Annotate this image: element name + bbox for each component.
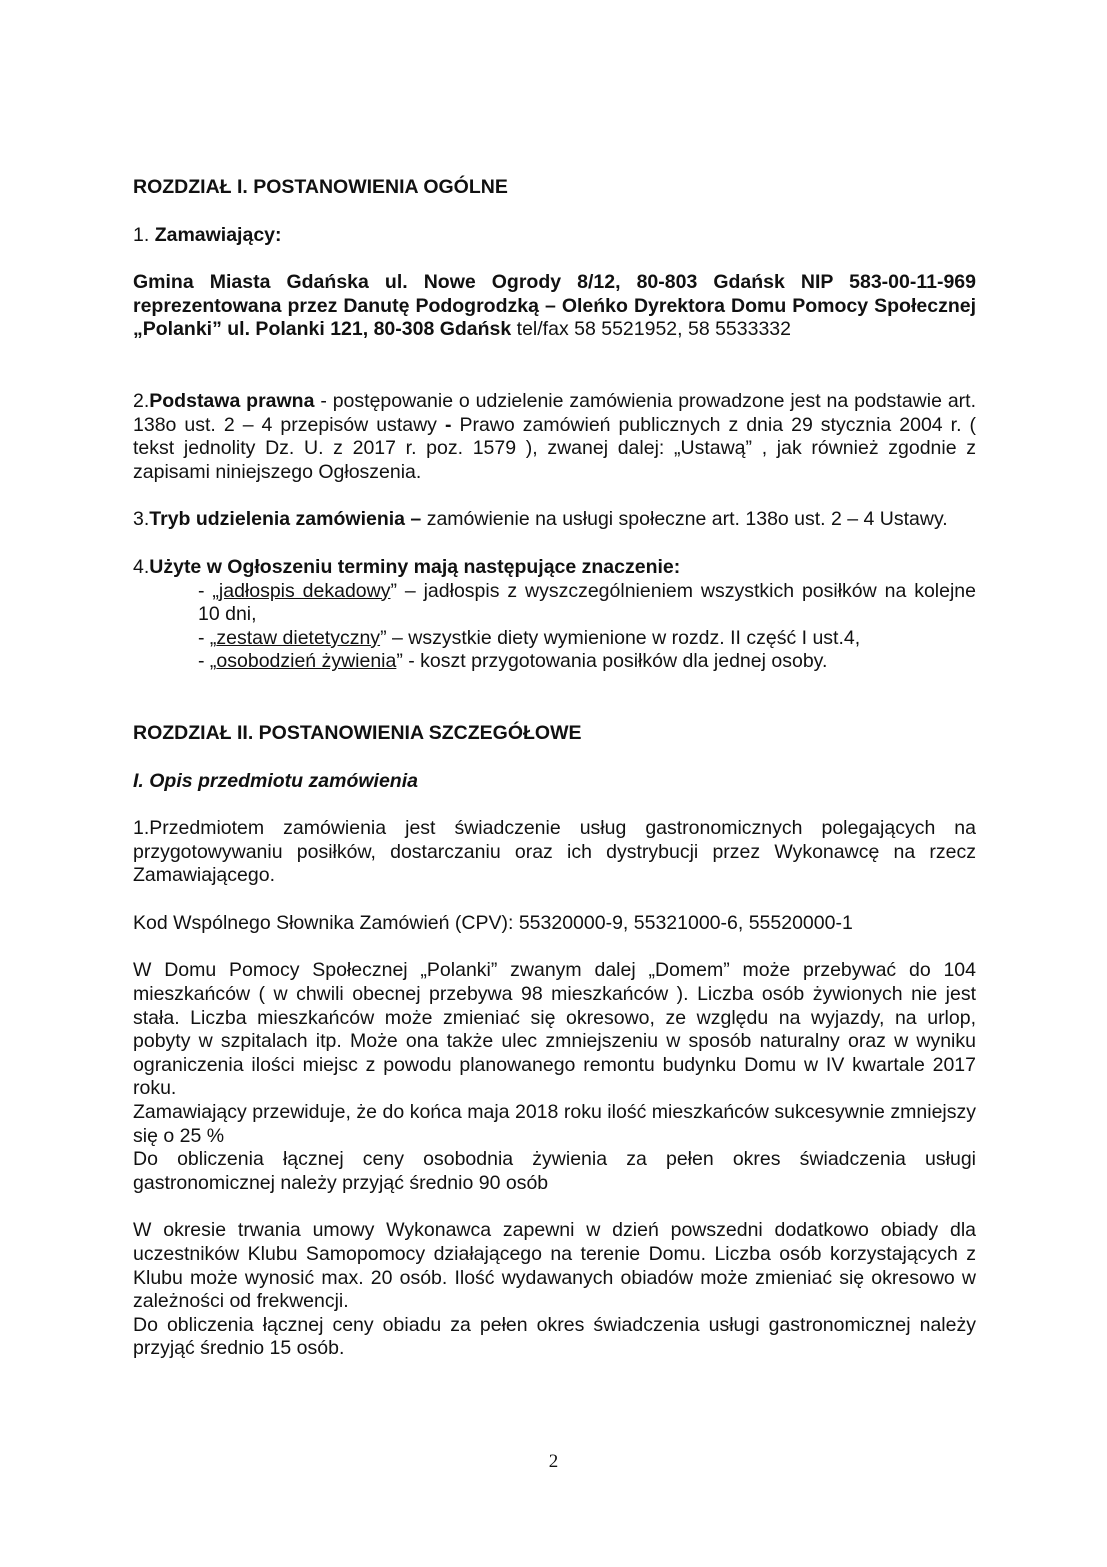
item-3-procedure	[133, 508, 976, 532]
item-3-number: 3.	[133, 508, 150, 531]
item-1-number: 1.	[133, 223, 155, 246]
page-number: 2	[548, 1451, 559, 1472]
definition-text: ” - koszt przygotowania posiłków dla jednej osoby.	[396, 650, 828, 673]
item-2-legal-basis	[133, 390, 976, 484]
contracting-authority-phone: tel/fax 58 5521952, 58 5533332	[511, 318, 791, 341]
item-3-label: Tryb udzielenia zamówienia –	[149, 508, 422, 531]
contracting-authority-details	[133, 271, 976, 342]
definition-text: ” – jadłospis z wyszczególnieniem wszystkich posiłków na kolejne 10 dni,	[198, 579, 976, 626]
item-3-text: zamówienie na usługi społeczne art. 138o ust. 2 – 4 Ustawy.	[421, 508, 948, 531]
definition-term: jadłospis dekadowy	[218, 579, 391, 602]
club-average-paragraph: Do obliczenia łącznej ceny obiadu za pełen okres świadczenia usługi gastronomicznej należy przyjąć średnio 15 osób.	[133, 1313, 976, 1360]
contracting-authority-name-address: Gmina Miasta Gdańska ul. Nowe Ogrody 8/12, 80-803 Gdańsk NIP 583-00-11-969 reprezentowana przez Danutę Podogrodzką – Oleńko Dyrektora Domu Pomocy Społecznej „Polanki” ul. Polanki 121, 80-308 Gdańsk	[133, 271, 976, 341]
definition-prefix: - „	[198, 650, 217, 673]
document-page	[133, 176, 976, 1361]
definition-item	[198, 650, 976, 674]
definition-text: ” – wszystkie diety wymienione w rozdz. II część I ust.4,	[380, 626, 861, 649]
chapter-1-heading: ROZDZIAŁ I. POSTANOWIENIA OGÓLNE	[133, 176, 508, 198]
definition-term: zestaw dietetyczny	[216, 626, 381, 649]
item-2-label: Podstawa prawna	[149, 389, 315, 412]
club-paragraph: W okresie trwania umowy Wykonawca zapewni w dzień powszedni dodatkowo obiady dla uczestników Klubu Samopomocy działającego na terenie Domu. Liczba osób korzystających z Klubu może wynosić max. 20 osób. Ilość wydawanych obiadów może zmieniać się okresowo w zależności od frekwencji.	[133, 1219, 976, 1313]
definition-item	[198, 627, 976, 651]
item-4-label: Użyte w Ogłoszeniu terminy mają następujące znaczenie:	[149, 555, 681, 578]
definition-item	[198, 580, 976, 627]
item-2-dash: -	[444, 413, 452, 436]
residents-paragraph: W Domu Pomocy Społecznej „Polanki” zwanym dalej „Domem” może przebywać do 104 mieszkańców ( w chwili obecnej przebywa 98 mieszkańców ). Liczba osób żywionych nie jest stała. Liczba mieszkańców może zmieniać się okresowo, ze względu na wyjazdy, na urlop, pobyty w szpitalach itp. Może ona także ulec zmniejszeniu w sposób naturalny oraz w wyniku ograniczenia ilości miejsc z powodu planowanego remontu budynku Domu w IV kwartale 2017 roku.	[133, 959, 976, 1100]
item-2-text-a: - postępowanie o udzielenie zamówienia prowadzone jest na podstawie art. 138o ust. 2 – 4 przepisów ustawy	[133, 389, 976, 436]
chapter-2-heading: ROZDZIAŁ II. POSTANOWIENIA SZCZEGÓŁOWE	[133, 721, 582, 744]
item-1-label: Zamawiający:	[154, 223, 282, 246]
subject-paragraph: 1.Przedmiotem zamówienia jest świadczenie usług gastronomicznych polegających na przygotowywaniu posiłków, dostarczaniu oraz ich dystrybucji przez Wykonawcę na rzecz Zamawiającego.	[133, 817, 976, 887]
definition-term: osobodzień żywienia	[216, 650, 397, 673]
item-2-number: 2.	[133, 389, 150, 412]
definition-prefix: - „	[198, 579, 219, 602]
item-1-contracting-authority	[133, 224, 976, 248]
item-2-text-b: Prawo zamówień publicznych z dnia 29 stycznia 2004 r. ( tekst jednolity Dz. U. z 2017 r. poz. 1579 ), zwanej dalej: „Ustawą” , jak również zgodnie z zapisami niniejszego Ogłoszenia.	[133, 413, 976, 483]
residents-reduction-paragraph: Zamawiający przewiduje, że do końca maja 2018 roku ilość mieszkańców sukcesywnie zmniejszy się o 25 %	[133, 1101, 976, 1147]
cpv-codes: Kod Wspólnego Słownika Zamówień (CPV): 55320000-9, 55321000-6, 55520000-1	[133, 911, 853, 934]
section-subheading: I. Opis przedmiotu zamówienia	[133, 769, 418, 792]
definitions-list	[133, 580, 976, 674]
item-4-number: 4.	[133, 555, 150, 578]
item-4-definitions-intro	[133, 556, 976, 580]
residents-average-paragraph: Do obliczenia łącznej ceny osobodnia żywienia za pełen okres świadczenia usługi gastronomicznej należy przyjąć średnio 90 osób	[133, 1148, 976, 1194]
definition-prefix: - „	[198, 626, 217, 649]
